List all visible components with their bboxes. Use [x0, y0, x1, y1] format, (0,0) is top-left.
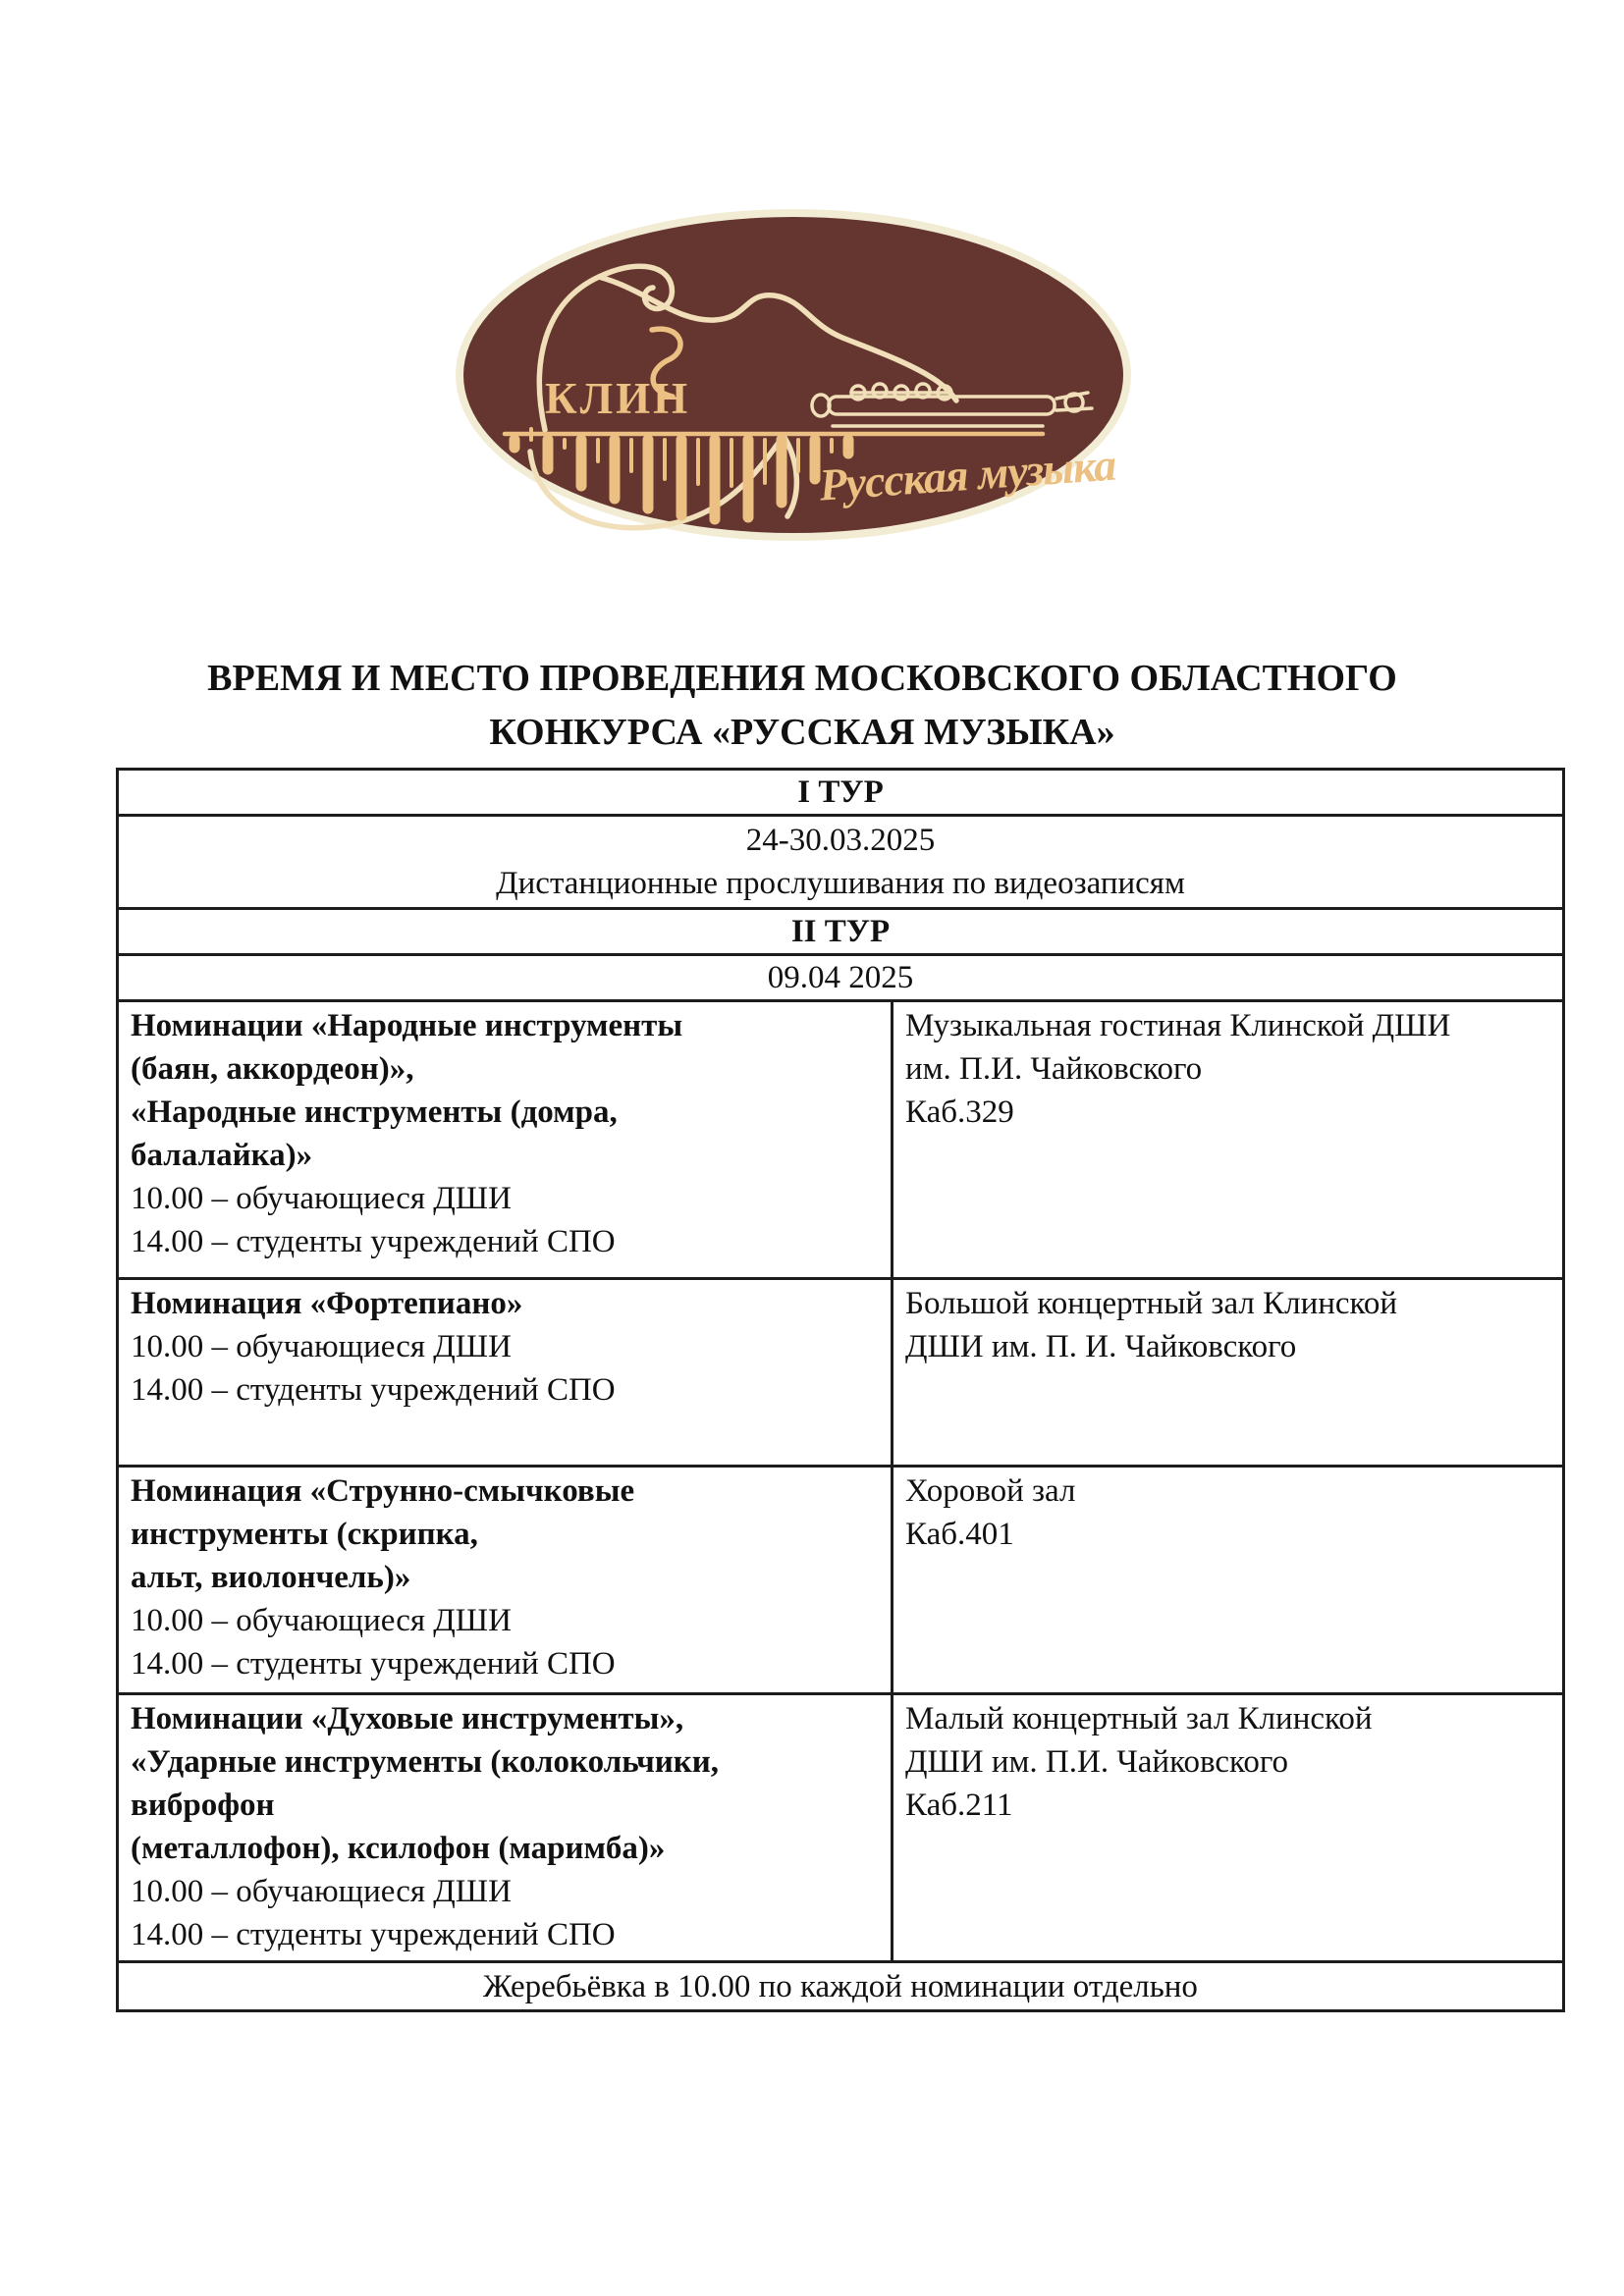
round1-dates: 24-30.03.2025 [745, 823, 936, 858]
logo-city-label: КЛИН [545, 374, 691, 423]
nomination-line: «Ударные инструменты (колокольчики, [131, 1744, 720, 1780]
nomination-line: виброфон [131, 1788, 275, 1823]
venue-line: ДШИ им. П.И. Чайковского [905, 1744, 1289, 1780]
venue-line: Каб.211 [905, 1788, 1013, 1823]
nomination-line: Номинации «Народные инструменты [131, 1008, 683, 1043]
schedule-line: 10.00 – обучающиеся ДШИ [131, 1329, 512, 1364]
round1-info-row [118, 816, 1564, 909]
nomination-line: Номинации «Духовые инструменты», [131, 1701, 684, 1736]
schedule-line: 14.00 – студенты учреждений СПО [131, 1372, 616, 1408]
page-title [0, 652, 1604, 760]
lottery-note: Жеребьёвка в 10.00 по каждой номинации отдельно [118, 1962, 1564, 2011]
round2-header: II ТУР [118, 909, 1564, 955]
round2-date: 09.04 2025 [118, 955, 1564, 1001]
nomination-line: (баян, аккордеон)», [131, 1051, 414, 1087]
round1-info [118, 816, 1564, 909]
venue-cell [893, 1694, 1564, 1962]
venue-line: Большой концертный зал Клинской [905, 1286, 1398, 1321]
nomination-cell [118, 1467, 893, 1694]
round1-header: I ТУР [118, 770, 1564, 816]
title-line-1: ВРЕМЯ И МЕСТО ПРОВЕДЕНИЯ МОСКОВСКОГО ОБЛАСТНОГО [207, 658, 1397, 699]
nomination-line: Номинация «Фортепиано» [131, 1286, 523, 1321]
schedule-line: 14.00 – студенты учреждений СПО [131, 1646, 616, 1682]
title-line-2: КОНКУРСА «РУССКАЯ МУЗЫКА» [489, 712, 1115, 753]
venue-line: им. П.И. Чайковского [905, 1051, 1203, 1087]
nomination-cell [118, 1694, 893, 1962]
venue-line: Хоровой зал [905, 1473, 1076, 1509]
nomination-row [118, 1279, 1564, 1467]
nomination-line: «Народные инструменты (домра, [131, 1095, 618, 1130]
nomination-line: инструменты (скрипка, [131, 1517, 478, 1552]
venue-cell [893, 1279, 1564, 1467]
nomination-row [118, 1001, 1564, 1279]
logo-slogan: Русская музыка [817, 439, 1117, 510]
nomination-line: (металлофон), ксилофон (маримба)» [131, 1831, 666, 1866]
venue-cell [893, 1467, 1564, 1694]
schedule-line: 10.00 – обучающиеся ДШИ [131, 1181, 512, 1216]
round1-format: Дистанционные прослушивания по видеозаписям [496, 866, 1185, 901]
lottery-note-row [118, 1962, 1564, 2011]
nomination-line: балалайка)» [131, 1138, 313, 1173]
round2-header-row [118, 909, 1564, 955]
nomination-line: альт, виолончель)» [131, 1560, 411, 1595]
schedule-line: 10.00 – обучающиеся ДШИ [131, 1874, 512, 1909]
nomination-row [118, 1467, 1564, 1694]
nomination-cell [118, 1001, 893, 1279]
nomination-row [118, 1694, 1564, 1962]
schedule-line: 14.00 – студенты учреждений СПО [131, 1224, 616, 1259]
venue-line: Каб.329 [905, 1095, 1014, 1130]
venue-line: ДШИ им. П. И. Чайковского [905, 1329, 1297, 1364]
venue-line: Малый концертный зал Клинской [905, 1701, 1373, 1736]
nomination-cell [118, 1279, 893, 1467]
schedule-line: 10.00 – обучающиеся ДШИ [131, 1603, 512, 1638]
venue-line: Музыкальная гостиная Клинской ДШИ [905, 1008, 1451, 1043]
nomination-line: Номинация «Струнно-смычковые [131, 1473, 635, 1509]
round1-header-row [118, 770, 1564, 816]
round2-date-row [118, 955, 1564, 1001]
competition-logo [454, 208, 1133, 542]
venue-line: Каб.401 [905, 1517, 1014, 1552]
schedule-line: 14.00 – студенты учреждений СПО [131, 1917, 616, 1952]
schedule-table [116, 768, 1565, 2012]
venue-cell [893, 1001, 1564, 1279]
